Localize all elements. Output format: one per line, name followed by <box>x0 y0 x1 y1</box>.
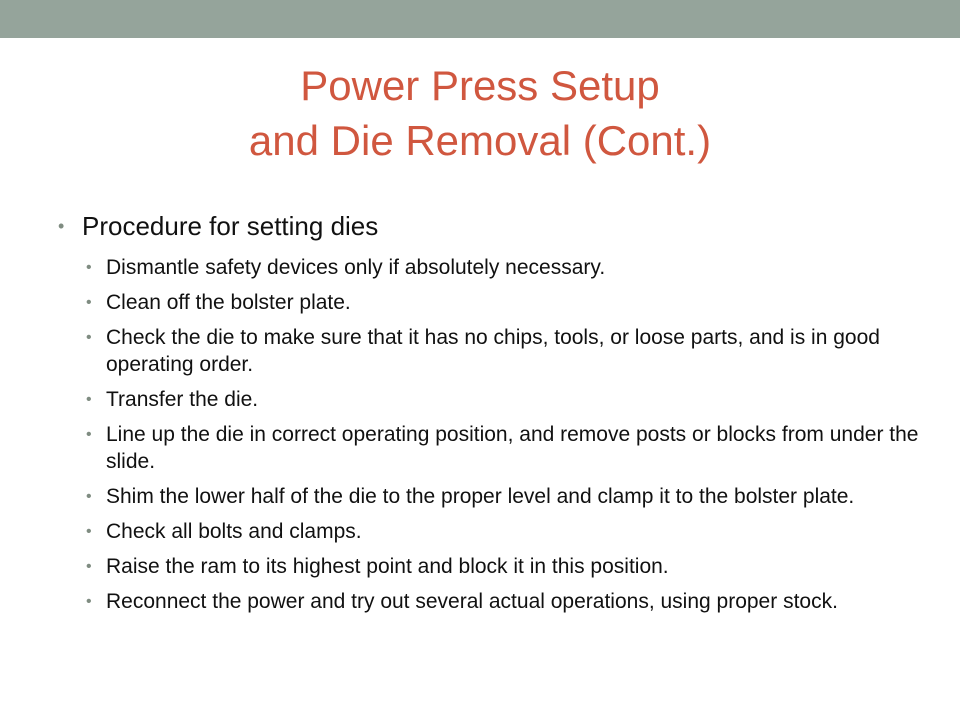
step-text: Dismantle safety devices only if absolutely necessary. <box>106 256 606 279</box>
steps-list <box>60 254 920 615</box>
title-line-1: Power Press Setup <box>300 62 660 109</box>
list-item <box>86 324 920 378</box>
step-text: Transfer the die. <box>106 388 259 411</box>
heading-text: Procedure for setting dies <box>82 211 379 241</box>
bullet-dot-icon: • <box>86 391 92 408</box>
list-item <box>86 254 920 281</box>
bullet-dot-icon: • <box>86 294 92 311</box>
bullet-dot-icon: • <box>86 523 92 540</box>
step-text: Clean off the bolster plate. <box>106 291 351 314</box>
bullet-dot-icon: • <box>86 593 92 610</box>
bullet-heading <box>60 208 920 244</box>
list-item <box>86 553 920 580</box>
step-text: Shim the lower half of the die to the proper level and clamp it to the bolster plate. <box>106 485 855 508</box>
list-item <box>86 386 920 413</box>
slide-title <box>0 58 960 168</box>
step-text: Line up the die in correct operating position, and remove posts or blocks from under the slide. <box>106 423 919 473</box>
bullet-dot-icon: • <box>86 329 92 346</box>
step-text: Check the die to make sure that it has no chips, tools, or loose parts, and is in good operating order. <box>106 326 880 376</box>
list-item <box>86 483 920 510</box>
step-text: Reconnect the power and try out several actual operations, using proper stock. <box>106 590 838 613</box>
slide-body <box>60 208 920 623</box>
step-text: Raise the ram to its highest point and block it in this position. <box>106 555 669 578</box>
bullet-dot-icon: • <box>58 216 65 236</box>
top-accent-bar <box>0 0 960 38</box>
title-line-2: and Die Removal (Cont.) <box>248 117 712 164</box>
list-item <box>86 421 920 475</box>
bullet-dot-icon: • <box>86 426 92 443</box>
list-item <box>86 289 920 316</box>
bullet-dot-icon: • <box>86 488 92 505</box>
list-item <box>86 588 920 615</box>
list-item <box>86 518 920 545</box>
bullet-dot-icon: • <box>86 558 92 575</box>
bullet-dot-icon: • <box>86 259 92 276</box>
step-text: Check all bolts and clamps. <box>106 520 362 543</box>
